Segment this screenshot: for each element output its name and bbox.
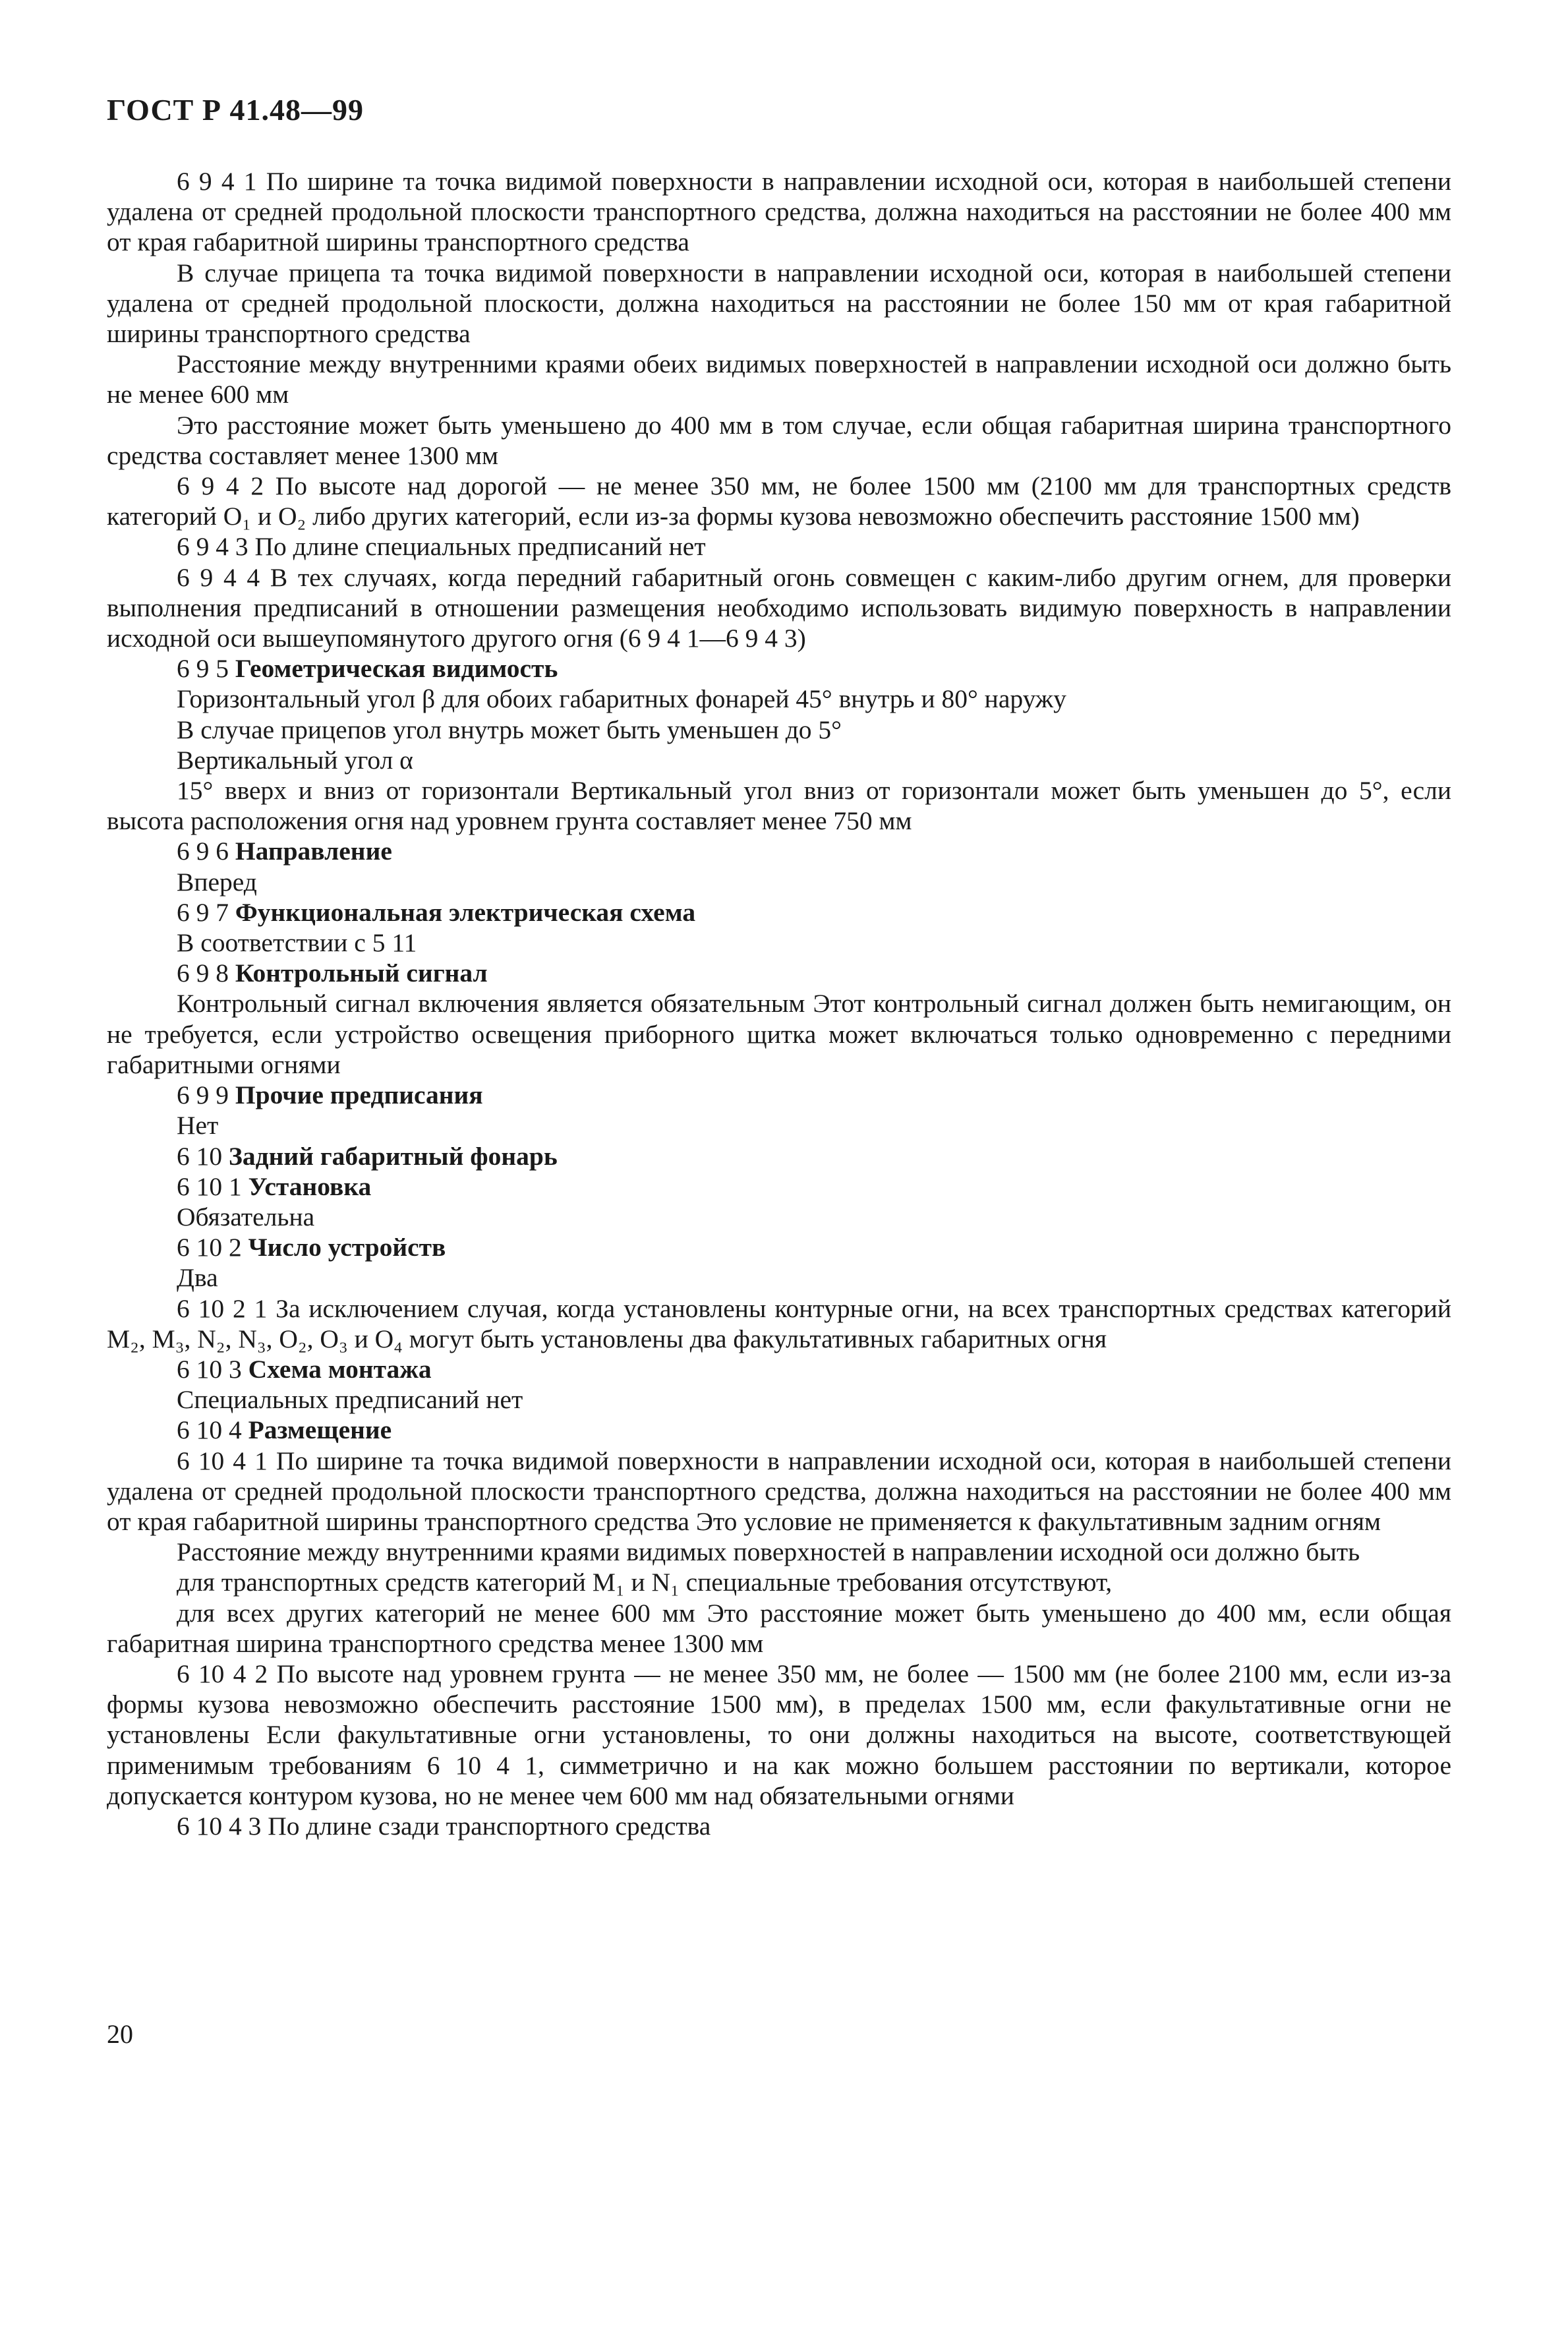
section-heading (107, 1415, 1451, 1445)
paragraph: 6 10 2 1 За исключением случая, когда установлены контурные огни, на всех транспортных средствах категорий M₂, M₃, N₂, N₃, O₂, O₃ и O₄ могут быть установлены два факультативных габаритных огня (107, 1293, 1451, 1353)
document-body (107, 166, 1451, 1841)
page-number: 20 (107, 2019, 133, 2049)
section-number: 6 9 6 (177, 837, 229, 866)
paragraph: В случае прицепов угол внутрь может быть уменьшен до 5° (177, 715, 842, 744)
paragraph: 6 9 4 3 По длине специальных предписаний нет (177, 532, 706, 562)
paragraph: для всех других категорий не менее 600 мм Это расстояние может быть уменьшено до 400 мм, если общая габаритная ширина транспортного средства менее 1300 мм (107, 1598, 1451, 1658)
section-heading (107, 653, 1451, 684)
paragraph: Вперед (177, 867, 257, 897)
section-heading (107, 1354, 1451, 1384)
paragraph: Горизонтальный угол β для обоих габаритных фонарей 45° внутрь и 80° наружу (177, 684, 1066, 714)
section-heading (107, 897, 1451, 928)
paragraph: В соответствии с 5 11 (177, 928, 417, 958)
section-title: Схема монтажа (248, 1354, 432, 1384)
paragraph: Обязательна (177, 1202, 315, 1231)
section-heading (107, 1171, 1451, 1202)
section-title: Контрольный сигнал (235, 959, 488, 988)
section-title: Установка (248, 1171, 372, 1201)
section-number: 6 9 9 (177, 1080, 229, 1110)
document-header: ГОСТ Р 41.48—99 (107, 93, 364, 127)
paragraph: Нет (177, 1111, 219, 1140)
paragraph: Расстояние между внутренними краями видимых поверхностей в направлении исходной оси должно быть (177, 1537, 1360, 1567)
paragraph: 6 10 4 2 По высоте над уровнем грунта — не менее 350 мм, не более — 1500 мм (не более 2100 мм, если из-за формы кузова невозможно обеспечить расстояние 1500 мм), в пределах 1500 мм, если факультативные огни не установлены Если факультативные огни установлены, то они должны находиться на высоте, соответствующей применимым требованиям 6 10 4 1, симметрично и на как можно большем расстоянии по вертикали, которое допускается контуром кузова, но не менее чем 600 мм над обязательными огнями (107, 1659, 1451, 1810)
section-heading (107, 1080, 1451, 1110)
section-number: 6 10 4 (177, 1415, 242, 1445)
paragraph: Вертикальный угол α (177, 745, 413, 775)
paragraph: Расстояние между внутренними краями обеих видимых поверхностей в направлении исходной оси должно быть не менее 600 мм (107, 349, 1451, 409)
section-number: 6 9 5 (177, 654, 229, 684)
paragraph: 15° вверх и вниз от горизонтали Вертикальный угол вниз от горизонтали может быть уменьшен до 5°, если высота расположения огня над уровнем грунта составляет менее 750 мм (107, 776, 1451, 836)
section-title: Прочие предписания (235, 1080, 483, 1110)
section-number: 6 10 (177, 1141, 223, 1171)
paragraph: 6 10 4 3 По длине сзади транспортного средства (177, 1811, 711, 1841)
paragraph: Два (177, 1263, 218, 1293)
paragraph: 6 9 4 4 В тех случаях, когда передний габаритный огонь совмещен с каким-либо другим огнем, для проверки выполнения предписаний в отношении размещения необходимо использовать видимую поверхность в направлении исходной оси вышеупомянутого другого огня (6 9 4 1—6 9 4 3) (107, 562, 1451, 653)
section-heading (107, 836, 1451, 866)
section-heading (107, 958, 1451, 988)
section-heading (107, 1141, 1451, 1171)
section-number: 6 10 2 (177, 1233, 242, 1262)
paragraph: 6 10 4 1 По ширине та точка видимой поверхности в направлении исходной оси, которая в наибольшей степени удалена от средней продольной плоскости транспортного средства, должна находиться на расстоянии не более 400 мм от края габаритной ширины транспортного средства Это условие не применяется к факультативным задним огням (107, 1446, 1451, 1536)
paragraph: Это расстояние может быть уменьшено до 400 мм в том случае, если общая габаритная ширина транспортного средства составляет менее 1300 мм (107, 410, 1451, 470)
paragraph: Специальных предписаний нет (177, 1385, 523, 1415)
section-title: Размещение (248, 1415, 392, 1445)
paragraph: для транспортных средств категорий M₁ и N₁ специальные требования отсутствуют, (177, 1568, 1113, 1597)
section-number: 6 9 7 (177, 897, 229, 927)
paragraph: В случае прицепа та точка видимой поверхности в направлении исходной оси, которая в наибольшей степени удалена от средней продольной плоскости, должна находиться на расстоянии не более 150 мм от края габаритной ширины транспортного средства (107, 258, 1451, 349)
section-heading (107, 1232, 1451, 1262)
section-title: Число устройств (248, 1233, 446, 1262)
paragraph: 6 9 4 1 По ширине та точка видимой поверхности в направлении исходной оси, которая в наибольшей степени удалена от средней продольной плоскости транспортного средства, должна находиться на расстоянии не более 400 мм от края габаритной ширины транспортного средства (107, 167, 1451, 257)
section-number: 6 10 1 (177, 1171, 242, 1201)
section-title: Направление (235, 837, 392, 866)
paragraph: Контрольный сигнал включения является обязательным Этот контрольный сигнал должен быть немигающим, он не требуется, если устройство освещения приборного щитка может включаться только одновременно с передними габаритными огнями (107, 989, 1451, 1079)
section-title: Геометрическая видимость (235, 654, 558, 684)
section-number: 6 9 8 (177, 959, 229, 988)
paragraph: 6 9 4 2 По высоте над дорогой — не менее 350 мм, не более 1500 мм (2100 мм для транспортных средств категорий O₁ и O₂ либо других категорий, если из-за формы кузова невозможно обеспечить расстояние 1500 мм) (107, 471, 1451, 531)
section-title: Функциональная электрическая схема (235, 897, 696, 927)
section-number: 6 10 3 (177, 1354, 242, 1384)
section-title: Задний габаритный фонарь (229, 1141, 558, 1171)
